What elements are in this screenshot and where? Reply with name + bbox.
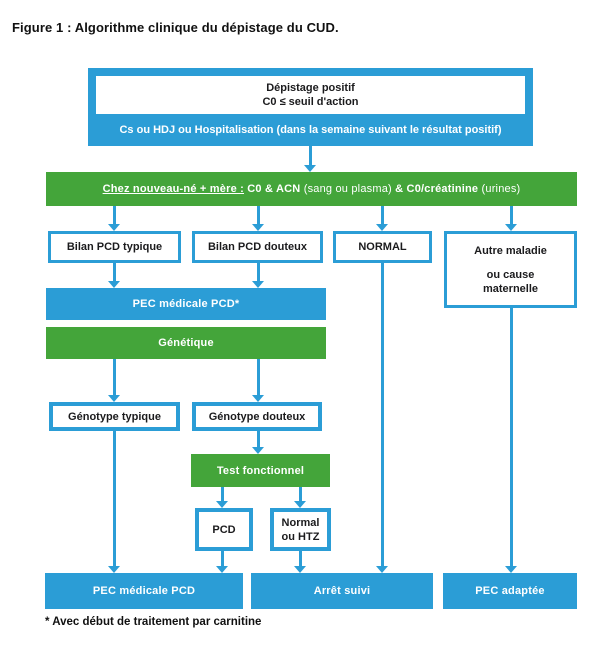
testbar-light2: (urines) (481, 183, 521, 195)
pcd-box: PCD (195, 508, 253, 551)
arrow-pcd-to-pec (221, 551, 224, 566)
arrow-douteux-to-pec (257, 263, 260, 281)
normal-htz-line1: Normal (281, 516, 320, 529)
arrow-to-pcd (221, 487, 224, 501)
arrow-to-test-fonctionnel (257, 431, 260, 447)
test-fonctionnel-box: Test fonctionnel (191, 454, 330, 487)
normal-htz-line2: ou HTZ (281, 530, 320, 543)
arrow-to-normal (381, 206, 384, 224)
normal-htz-box (270, 508, 331, 551)
genotype-douteux-box: Génotype douteux (192, 402, 322, 431)
screening-line1: Dépistage positif (266, 82, 355, 94)
autre-maladie-line1: Autre maladie (474, 244, 547, 257)
testbar-underlined-part: Chez nouveau-né + mère : (102, 183, 245, 195)
testbar-bold1: C0 & ACN (247, 183, 301, 195)
screening-positive-box (96, 76, 525, 114)
testbar-bold2: & C0/créatinine (395, 183, 479, 195)
pec-medicale-pcd-box: PEC médicale PCD (45, 573, 243, 609)
arret-suivi-box: Arrêt suivi (251, 573, 433, 609)
arrow-to-normal-htz (299, 487, 302, 501)
footnote: * Avec début de traitement par carnitine (45, 616, 262, 628)
arrow-to-bilan-douteux (257, 206, 260, 224)
arrow-to-genotype-douteux (257, 359, 260, 395)
genotype-typique-box: Génotype typique (49, 402, 180, 431)
screening-assembly (88, 68, 533, 146)
autre-maladie-box (444, 231, 577, 308)
arrow-typique-to-pec (113, 263, 116, 281)
consultation-band: Cs ou HDJ ou Hospitalisation (dans la semaine suivant le résultat positif) (119, 124, 502, 136)
arrow-to-autre-maladie (510, 206, 513, 224)
bilan-pcd-typique-box: Bilan PCD typique (48, 231, 181, 263)
arrow-to-genotype-typique (113, 359, 116, 395)
testbar-light1: (sang ou plasma) (303, 183, 392, 195)
confirmation-test-bar (46, 172, 577, 206)
autre-maladie-line2: ou cause (486, 268, 535, 281)
pec-medicale-pcd-star-box: PEC médicale PCD* (46, 288, 326, 320)
arrow-genotype-typique-to-pec (113, 431, 116, 566)
figure-title: Figure 1 : Algorithme clinique du dépistage du CUD. (12, 20, 339, 35)
screening-line2: C0 ≤ seuil d'action (262, 96, 359, 108)
arrow-to-testbar (309, 146, 312, 165)
bilan-pcd-douteux-box: Bilan PCD douteux (192, 231, 323, 263)
arrow-to-bilan-typique (113, 206, 116, 224)
arrow-htz-to-arret (299, 551, 302, 566)
normal-box: NORMAL (333, 231, 432, 263)
arrow-normal-to-arret (381, 263, 384, 566)
arrow-autre-to-adaptee (510, 308, 513, 566)
autre-maladie-line3: maternelle (482, 282, 539, 295)
pec-adaptee-box: PEC adaptée (443, 573, 577, 609)
genetique-box: Génétique (46, 327, 326, 359)
